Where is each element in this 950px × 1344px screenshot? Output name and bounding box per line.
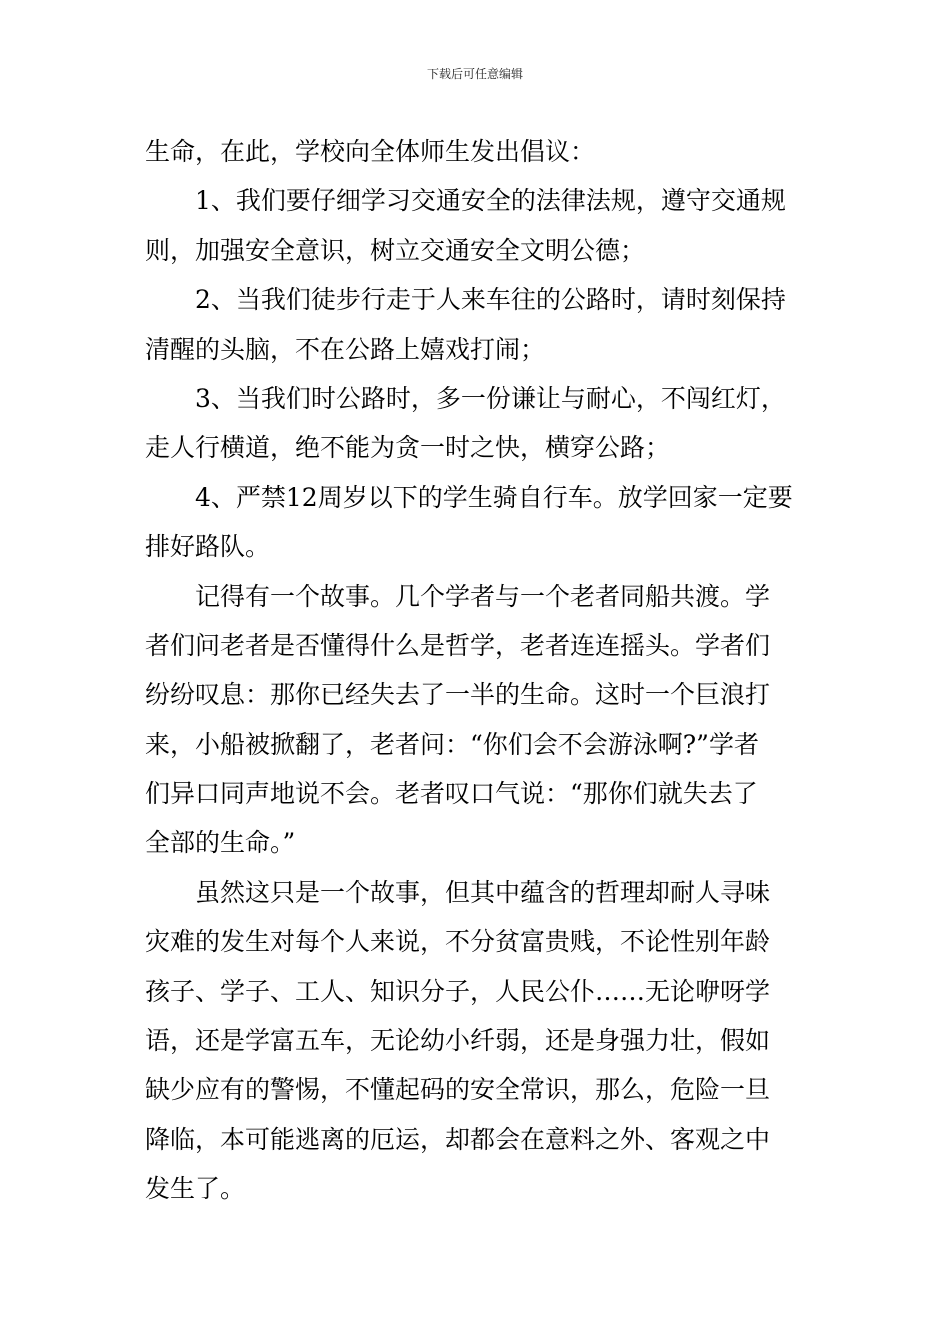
text-line: 灾难的发生对每个人来说，不分贫富贵贱，不论性别年龄 [145,927,771,957]
text-line: 语，还是学富五车，无论幼小纤弱，还是身强力壮，假如 [145,1026,771,1056]
text-line: 生命，在此，学校向全体师生发出倡议： [145,137,596,166]
text-line: 则，加强安全意识，树立交通安全文明公德； [145,235,646,265]
text-line: 们异口同声地说不会。老者叹口气说：“那你们就失去了 [145,779,758,809]
text-line: 记得有一个故事。几个学者与一个老者同船共渡。学 [195,581,771,611]
text-line: 者们问老者是否懂得什么是哲学，老者连连摇头。学者们 [145,630,771,660]
text-line: 发生了。 [145,1174,246,1204]
text-line: 缺少应有的警惕，不懂起码的安全常识，那么，危险一旦 [145,1075,771,1105]
text-line: 3、当我们时公路时，多一份谦让与耐心，不闯红灯， [195,383,786,413]
text-line: 排好路队。 [145,532,271,562]
text-line: 虽然这只是一个故事，但其中蕴含的哲理却耐人寻味 [195,877,771,907]
text-line: 清醒的头脑，不在公路上嬉戏打闹； [145,334,546,364]
text-line: 降临，本可能逃离的厄运，却都会在意料之外、客观之中 [145,1124,771,1154]
page-header: 下载后可任意编辑 [426,67,523,81]
text-line: 1、我们要仔细学习交通安全的法律法规，遵守交通规 [195,186,786,216]
text-line: 来，小船被掀翻了，老者问：“你们会不会游泳啊?”学者 [145,729,759,759]
text-line: 2、当我们徒步行走于人来车往的公路时，请时刻保持 [195,285,786,315]
text-line: 纷纷叹息：那你已经失去了一半的生命。这时一个巨浪打 [145,680,771,710]
text-line: 4、严禁12周岁以下的学生骑自行车。放学回家一定要 [195,482,793,512]
text-line: 全部的生命。” [145,828,296,858]
text-line: 走人行横道，绝不能为贪一时之快，横穿公路； [145,433,671,463]
document-body [145,127,805,1214]
text-line: 孩子、学子、工人、知识分子，人民公仆……无论咿呀学 [145,976,771,1006]
